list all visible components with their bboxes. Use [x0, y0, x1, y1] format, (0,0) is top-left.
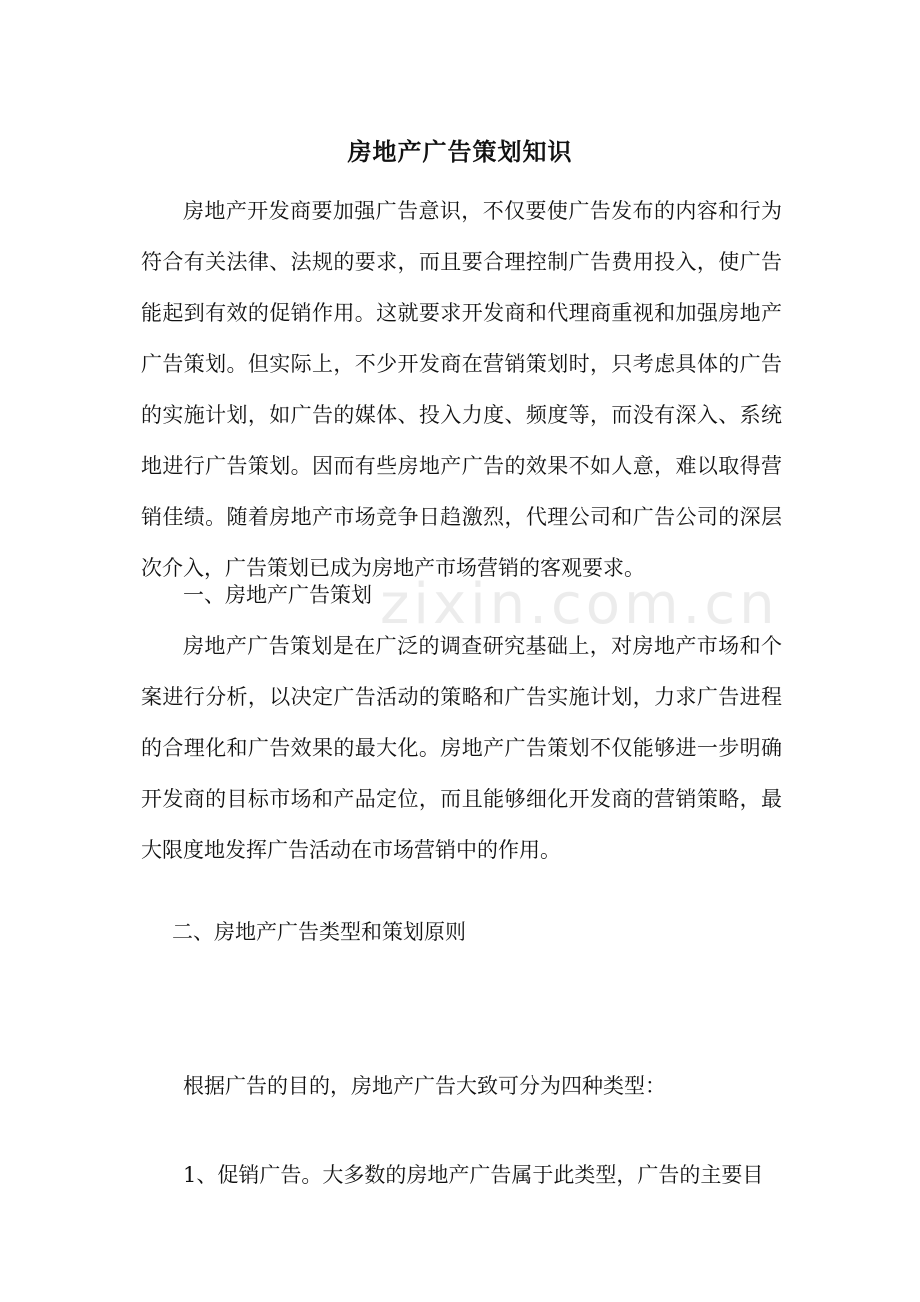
section-heading-2: 二、房地产广告类型和策划原则	[172, 920, 466, 944]
document-title: 房地产广告策划知识	[347, 137, 573, 166]
section-heading-1: 一、房地产广告策划	[183, 583, 372, 607]
watermark-text: zixin.com.cn	[380, 572, 779, 637]
paragraph-type-1: 1、促销广告。大多数的房地产广告属于此类型，广告的主要目	[183, 1163, 764, 1187]
paragraph-intro: 房地产开发商要加强广告意识，不仅要使广告发布的内容和行为符合有关法律、法规的要求，而且要合理控制广告费用投入，使广告能起到有效的促销作用。这就要求开发商和代理商重视和加强房地产广告策划。但实际上，不少开发商在营销策划时，只考虑具体的广告的实施计划，如广告的媒体、投入力度、频度等，而没有深入、系统地进行广告策划。因而有些房地产广告的效果不如人意，难以取得营销佳绩。随着房地产市场竞争日趋激烈，代理公司和广告公司的深层次介入，广告策划已成为房地产市场营销的客观要求。	[141, 199, 782, 580]
paragraph-section-1: 房地产广告策划是在广泛的调查研究基础上，对房地产市场和个案进行分析，以决定广告活动的策略和广告实施计划，力求广告进程的合理化和广告效果的最大化。房地产广告策划不仅能够进一步明确开发商的目标市场和产品定位，而且能够细化开发商的营销策略，最大限度地发挥广告活动在市场营销中的作用。	[141, 634, 782, 862]
paragraph-types-intro: 根据广告的目的，房地产广告大致可分为四种类型：	[183, 1074, 666, 1098]
